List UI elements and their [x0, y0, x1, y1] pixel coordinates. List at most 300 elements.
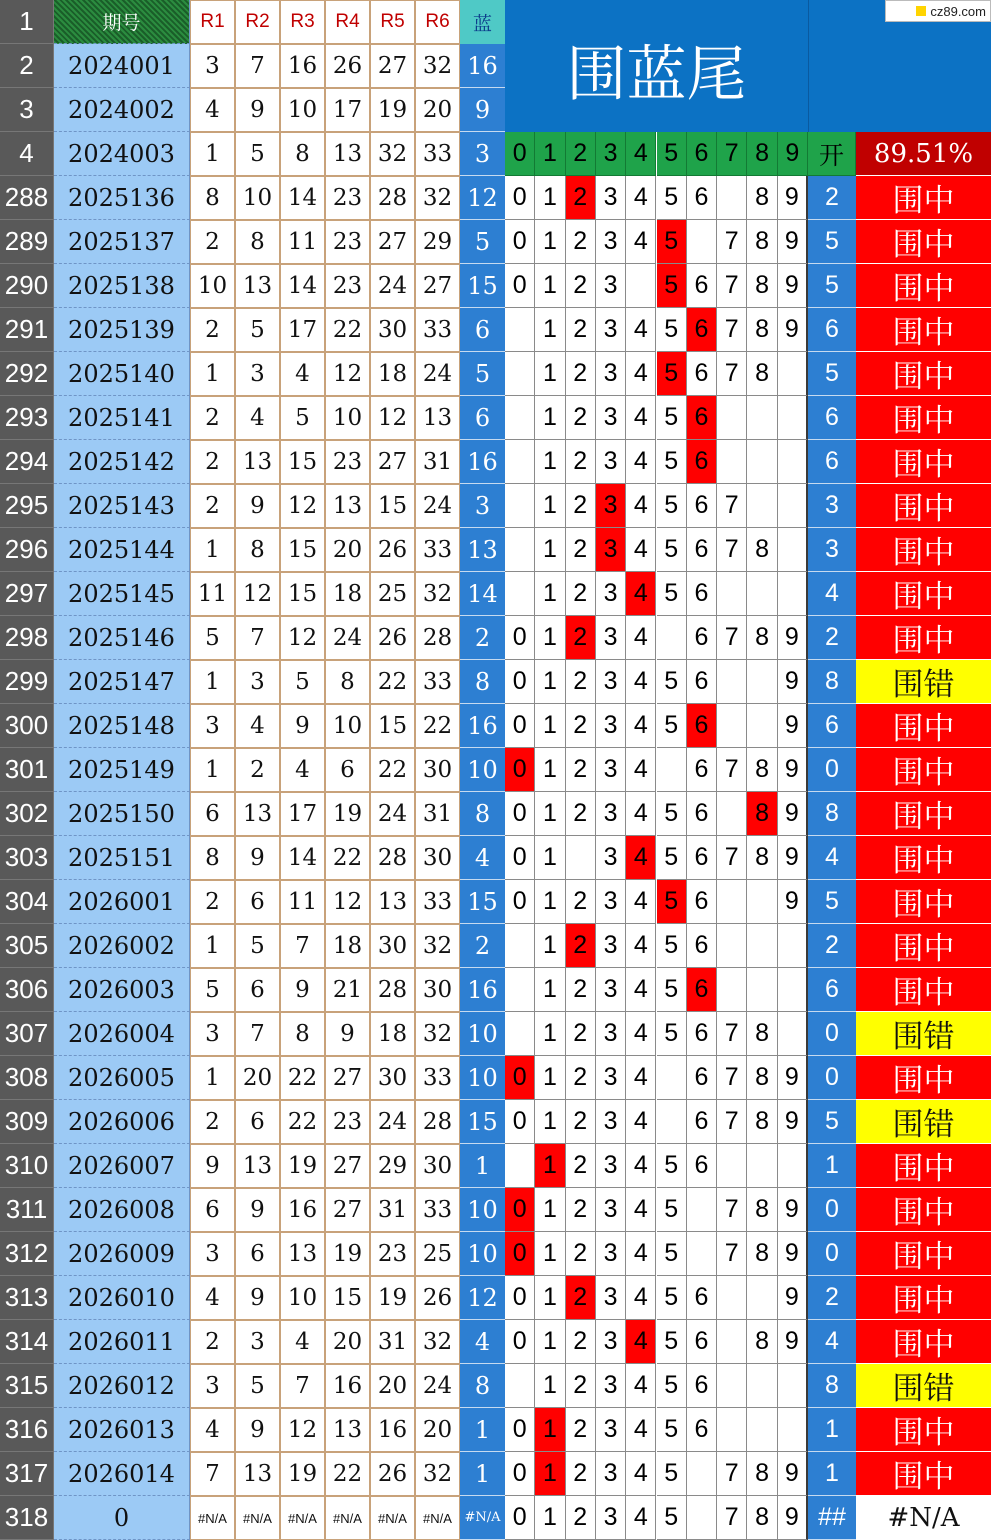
- result-cell[interactable]: 围中: [856, 792, 991, 836]
- digit-cell[interactable]: 7: [717, 308, 747, 352]
- result-cell[interactable]: 围中: [856, 264, 991, 308]
- red-ball-cell[interactable]: 28: [370, 968, 415, 1012]
- red-ball-cell[interactable]: 26: [370, 1452, 415, 1496]
- digit-cell[interactable]: 7: [717, 1188, 747, 1232]
- digit-cell[interactable]: 1: [535, 572, 565, 616]
- red-ball-cell[interactable]: 3: [190, 704, 235, 748]
- digit-cell[interactable]: 5: [657, 1188, 687, 1232]
- red-ball-cell[interactable]: 9: [280, 968, 325, 1012]
- period-cell[interactable]: 2026006: [54, 1100, 190, 1144]
- digit-cell[interactable]: [687, 1232, 717, 1276]
- kai-cell[interactable]: 5: [808, 352, 856, 396]
- digit-cell[interactable]: [747, 704, 777, 748]
- period-cell[interactable]: 2026014: [54, 1452, 190, 1496]
- red-ball-cell[interactable]: 3: [235, 1320, 280, 1364]
- digit-cell[interactable]: 3: [596, 1452, 626, 1496]
- result-cell[interactable]: 围中: [856, 352, 991, 396]
- digit-cell[interactable]: [687, 220, 717, 264]
- red-ball-cell[interactable]: 6: [190, 1188, 235, 1232]
- blue-ball-cell[interactable]: 12: [460, 176, 505, 220]
- digit-cell[interactable]: 2: [566, 1144, 596, 1188]
- digit-cell[interactable]: 2: [566, 1056, 596, 1100]
- digit-cell[interactable]: 1: [535, 308, 565, 352]
- digit-cell[interactable]: 8: [747, 1188, 777, 1232]
- blue-ball-cell[interactable]: 16: [460, 44, 505, 88]
- digit-cell[interactable]: 2: [566, 220, 596, 264]
- red-ball-cell[interactable]: 22: [325, 1452, 370, 1496]
- red-ball-cell[interactable]: 8: [235, 528, 280, 572]
- period-cell[interactable]: 2024003: [54, 132, 190, 176]
- red-ball-cell[interactable]: 29: [370, 1144, 415, 1188]
- digit-cell[interactable]: 1: [535, 660, 565, 704]
- period-cell[interactable]: 2025144: [54, 528, 190, 572]
- blue-header[interactable]: 蓝: [460, 0, 505, 44]
- digit-cell[interactable]: 2: [566, 704, 596, 748]
- digit-cell[interactable]: 3: [596, 616, 626, 660]
- digit-cell[interactable]: [626, 264, 656, 308]
- digit-cell[interactable]: 6: [687, 176, 717, 220]
- digit-cell[interactable]: 1: [535, 1188, 565, 1232]
- digit-cell[interactable]: 3: [596, 528, 626, 572]
- digit-cell[interactable]: 4: [626, 1452, 656, 1496]
- period-cell[interactable]: 2026012: [54, 1364, 190, 1408]
- red-ball-cell[interactable]: 20: [415, 88, 460, 132]
- red-ball-cell[interactable]: 33: [415, 1056, 460, 1100]
- result-cell[interactable]: 围错: [856, 660, 991, 704]
- kai-cell[interactable]: 6: [808, 968, 856, 1012]
- row-header[interactable]: 305: [0, 924, 54, 968]
- period-cell[interactable]: 2024001: [54, 44, 190, 88]
- red-ball-header-3[interactable]: R3: [280, 0, 325, 44]
- red-ball-cell[interactable]: 17: [325, 88, 370, 132]
- red-ball-cell[interactable]: 28: [370, 176, 415, 220]
- digit-cell[interactable]: 0: [505, 704, 535, 748]
- digit-cell[interactable]: [717, 1320, 747, 1364]
- result-cell[interactable]: 围中: [856, 836, 991, 880]
- red-ball-cell[interactable]: 12: [325, 880, 370, 924]
- digit-cell[interactable]: [778, 1144, 808, 1188]
- blue-ball-cell[interactable]: 16: [460, 440, 505, 484]
- red-ball-cell[interactable]: 12: [325, 352, 370, 396]
- red-ball-cell[interactable]: 20: [325, 528, 370, 572]
- row-header[interactable]: 2: [0, 44, 54, 88]
- red-ball-cell[interactable]: 22: [325, 308, 370, 352]
- digit-cell[interactable]: 0: [505, 748, 535, 792]
- red-ball-cell[interactable]: 16: [280, 44, 325, 88]
- kai-cell[interactable]: 8: [808, 792, 856, 836]
- result-cell[interactable]: 围中: [856, 1276, 991, 1320]
- digit-cell[interactable]: 3: [596, 572, 626, 616]
- period-cell[interactable]: 2026009: [54, 1232, 190, 1276]
- red-ball-cell[interactable]: 30: [415, 748, 460, 792]
- red-ball-cell[interactable]: 2: [190, 440, 235, 484]
- digit-cell[interactable]: 1: [535, 704, 565, 748]
- digit-cell[interactable]: 5: [657, 352, 687, 396]
- red-ball-cell[interactable]: 7: [190, 1452, 235, 1496]
- row-header[interactable]: 307: [0, 1012, 54, 1056]
- digit-cell[interactable]: 9: [778, 1100, 808, 1144]
- digit-cell[interactable]: [505, 440, 535, 484]
- digit-cell[interactable]: [505, 1012, 535, 1056]
- row-header[interactable]: 317: [0, 1452, 54, 1496]
- digit-cell[interactable]: 1: [535, 836, 565, 880]
- red-ball-cell[interactable]: 19: [280, 1452, 325, 1496]
- red-ball-cell[interactable]: 27: [370, 220, 415, 264]
- digit-cell[interactable]: 7: [717, 1012, 747, 1056]
- digit-header-9[interactable]: 9: [778, 132, 808, 176]
- digit-cell[interactable]: 1: [535, 1408, 565, 1452]
- digit-cell[interactable]: 1: [535, 1276, 565, 1320]
- red-ball-cell[interactable]: #N/A: [190, 1496, 235, 1540]
- red-ball-cell[interactable]: 31: [415, 440, 460, 484]
- red-ball-cell[interactable]: 24: [415, 484, 460, 528]
- digit-cell[interactable]: 6: [687, 616, 717, 660]
- digit-cell[interactable]: 6: [687, 836, 717, 880]
- digit-cell[interactable]: 4: [626, 1056, 656, 1100]
- red-ball-cell[interactable]: 11: [280, 880, 325, 924]
- digit-cell[interactable]: 5: [657, 440, 687, 484]
- red-ball-cell[interactable]: 1: [190, 748, 235, 792]
- digit-cell[interactable]: 8: [747, 220, 777, 264]
- red-ball-cell[interactable]: 13: [235, 440, 280, 484]
- digit-cell[interactable]: 5: [657, 968, 687, 1012]
- digit-cell[interactable]: 5: [657, 396, 687, 440]
- digit-header-0[interactable]: 0: [505, 132, 535, 176]
- digit-cell[interactable]: 8: [747, 792, 777, 836]
- digit-cell[interactable]: 6: [687, 1408, 717, 1452]
- digit-cell[interactable]: 4: [626, 792, 656, 836]
- digit-cell[interactable]: 6: [687, 1100, 717, 1144]
- digit-cell[interactable]: 9: [778, 880, 808, 924]
- digit-cell[interactable]: 4: [626, 1320, 656, 1364]
- digit-cell[interactable]: 2: [566, 748, 596, 792]
- red-ball-cell[interactable]: 11: [190, 572, 235, 616]
- result-cell[interactable]: 围错: [856, 1012, 991, 1056]
- red-ball-header-5[interactable]: R5: [370, 0, 415, 44]
- result-cell[interactable]: #N/A: [856, 1496, 991, 1540]
- digit-cell[interactable]: 1: [535, 1232, 565, 1276]
- digit-cell[interactable]: 4: [626, 176, 656, 220]
- result-cell[interactable]: 围中: [856, 1188, 991, 1232]
- digit-cell[interactable]: 2: [566, 308, 596, 352]
- digit-cell[interactable]: 2: [566, 396, 596, 440]
- red-ball-cell[interactable]: 8: [280, 1012, 325, 1056]
- red-ball-cell[interactable]: 13: [235, 1144, 280, 1188]
- row-header[interactable]: 311: [0, 1188, 54, 1232]
- red-ball-cell[interactable]: 31: [370, 1188, 415, 1232]
- red-ball-cell[interactable]: 24: [370, 264, 415, 308]
- digit-cell[interactable]: 5: [657, 308, 687, 352]
- digit-cell[interactable]: 5: [657, 1320, 687, 1364]
- red-ball-cell[interactable]: 30: [370, 308, 415, 352]
- row-header[interactable]: 4: [0, 132, 54, 176]
- kai-cell[interactable]: 0: [808, 1232, 856, 1276]
- red-ball-cell[interactable]: 2: [190, 1320, 235, 1364]
- digit-cell[interactable]: [778, 1012, 808, 1056]
- red-ball-cell[interactable]: 13: [235, 792, 280, 836]
- red-ball-cell[interactable]: #N/A: [280, 1496, 325, 1540]
- kai-cell[interactable]: 8: [808, 1364, 856, 1408]
- digit-cell[interactable]: 8: [747, 352, 777, 396]
- red-ball-cell[interactable]: #N/A: [235, 1496, 280, 1540]
- digit-header-5[interactable]: 5: [657, 132, 687, 176]
- digit-cell[interactable]: [747, 484, 777, 528]
- period-cell[interactable]: 2024002: [54, 88, 190, 132]
- digit-cell[interactable]: 7: [717, 352, 747, 396]
- red-ball-cell[interactable]: 1: [190, 132, 235, 176]
- digit-cell[interactable]: 4: [626, 572, 656, 616]
- row-header[interactable]: 291: [0, 308, 54, 352]
- red-ball-cell[interactable]: 32: [415, 176, 460, 220]
- digit-cell[interactable]: 9: [778, 1496, 808, 1540]
- digit-cell[interactable]: 4: [626, 1144, 656, 1188]
- kai-cell[interactable]: 6: [808, 704, 856, 748]
- digit-cell[interactable]: 2: [566, 1408, 596, 1452]
- digit-cell[interactable]: 0: [505, 176, 535, 220]
- digit-cell[interactable]: 8: [747, 616, 777, 660]
- digit-cell[interactable]: 4: [626, 528, 656, 572]
- digit-cell[interactable]: 5: [657, 528, 687, 572]
- row-header[interactable]: 296: [0, 528, 54, 572]
- red-ball-cell[interactable]: 21: [325, 968, 370, 1012]
- digit-cell[interactable]: 6: [687, 1056, 717, 1100]
- red-ball-cell[interactable]: 5: [190, 968, 235, 1012]
- digit-cell[interactable]: 8: [747, 264, 777, 308]
- red-ball-cell[interactable]: 30: [370, 924, 415, 968]
- red-ball-cell[interactable]: 27: [415, 264, 460, 308]
- digit-cell[interactable]: 1: [535, 352, 565, 396]
- red-ball-cell[interactable]: 2: [235, 748, 280, 792]
- result-cell[interactable]: 围中: [856, 924, 991, 968]
- digit-cell[interactable]: 4: [626, 1100, 656, 1144]
- red-ball-cell[interactable]: 7: [235, 44, 280, 88]
- red-ball-cell[interactable]: 18: [370, 1012, 415, 1056]
- digit-cell[interactable]: 9: [778, 1232, 808, 1276]
- red-ball-cell[interactable]: 7: [280, 924, 325, 968]
- red-ball-cell[interactable]: 22: [370, 660, 415, 704]
- digit-cell[interactable]: [657, 748, 687, 792]
- kai-cell[interactable]: 2: [808, 924, 856, 968]
- digit-cell[interactable]: 5: [657, 1408, 687, 1452]
- digit-cell[interactable]: 6: [687, 308, 717, 352]
- digit-cell[interactable]: 2: [566, 176, 596, 220]
- digit-cell[interactable]: 3: [596, 880, 626, 924]
- period-cell[interactable]: 2025141: [54, 396, 190, 440]
- period-cell[interactable]: 2026013: [54, 1408, 190, 1452]
- digit-cell[interactable]: 4: [626, 396, 656, 440]
- digit-cell[interactable]: 2: [566, 1100, 596, 1144]
- red-ball-cell[interactable]: 3: [190, 1364, 235, 1408]
- digit-cell[interactable]: [747, 880, 777, 924]
- blue-ball-cell[interactable]: 1: [460, 1408, 505, 1452]
- digit-cell[interactable]: 0: [505, 1056, 535, 1100]
- digit-cell[interactable]: 7: [717, 484, 747, 528]
- kai-cell[interactable]: 5: [808, 1100, 856, 1144]
- red-ball-cell[interactable]: 18: [325, 572, 370, 616]
- digit-header-3[interactable]: 3: [596, 132, 626, 176]
- red-ball-cell[interactable]: 33: [415, 132, 460, 176]
- digit-cell[interactable]: 1: [535, 1320, 565, 1364]
- digit-cell[interactable]: 4: [626, 924, 656, 968]
- row-header[interactable]: 315: [0, 1364, 54, 1408]
- red-ball-cell[interactable]: 4: [235, 704, 280, 748]
- digit-cell[interactable]: 6: [687, 880, 717, 924]
- red-ball-cell[interactable]: 6: [235, 880, 280, 924]
- row-header[interactable]: 306: [0, 968, 54, 1012]
- digit-cell[interactable]: 5: [657, 1144, 687, 1188]
- digit-cell[interactable]: [778, 968, 808, 1012]
- row-header[interactable]: 293: [0, 396, 54, 440]
- digit-cell[interactable]: 3: [596, 704, 626, 748]
- red-ball-cell[interactable]: 24: [415, 1364, 460, 1408]
- digit-cell[interactable]: 3: [596, 1188, 626, 1232]
- red-ball-cell[interactable]: 7: [235, 1012, 280, 1056]
- digit-cell[interactable]: 3: [596, 1408, 626, 1452]
- period-cell[interactable]: 2026007: [54, 1144, 190, 1188]
- digit-cell[interactable]: [687, 1452, 717, 1496]
- period-cell[interactable]: 2025151: [54, 836, 190, 880]
- digit-cell[interactable]: 9: [778, 704, 808, 748]
- red-ball-cell[interactable]: 33: [415, 1188, 460, 1232]
- blue-ball-cell[interactable]: 15: [460, 1100, 505, 1144]
- red-ball-cell[interactable]: #N/A: [325, 1496, 370, 1540]
- blue-ball-cell[interactable]: 6: [460, 396, 505, 440]
- digit-cell[interactable]: 3: [596, 396, 626, 440]
- digit-cell[interactable]: 1: [535, 396, 565, 440]
- red-ball-cell[interactable]: 16: [370, 1408, 415, 1452]
- result-cell[interactable]: 围中: [856, 572, 991, 616]
- digit-cell[interactable]: 5: [657, 572, 687, 616]
- digit-cell[interactable]: 5: [657, 1452, 687, 1496]
- red-ball-cell[interactable]: 22: [415, 704, 460, 748]
- digit-cell[interactable]: [717, 792, 747, 836]
- digit-cell[interactable]: 1: [535, 528, 565, 572]
- red-ball-cell[interactable]: 13: [325, 484, 370, 528]
- red-ball-cell[interactable]: 8: [280, 132, 325, 176]
- digit-cell[interactable]: 3: [596, 308, 626, 352]
- digit-cell[interactable]: 6: [687, 528, 717, 572]
- red-ball-cell[interactable]: 10: [190, 264, 235, 308]
- digit-cell[interactable]: 8: [747, 1056, 777, 1100]
- red-ball-cell[interactable]: 22: [280, 1056, 325, 1100]
- red-ball-header-1[interactable]: R1: [190, 0, 235, 44]
- digit-cell[interactable]: 7: [717, 1232, 747, 1276]
- result-cell[interactable]: 围中: [856, 1452, 991, 1496]
- blue-ball-cell[interactable]: 16: [460, 968, 505, 1012]
- digit-cell[interactable]: [505, 352, 535, 396]
- digit-cell[interactable]: 2: [566, 1364, 596, 1408]
- digit-cell[interactable]: 1: [535, 1012, 565, 1056]
- blue-ball-cell[interactable]: #N/A: [460, 1496, 505, 1540]
- digit-cell[interactable]: 8: [747, 1452, 777, 1496]
- red-ball-cell[interactable]: 3: [190, 1012, 235, 1056]
- red-ball-cell[interactable]: 27: [325, 1144, 370, 1188]
- red-ball-cell[interactable]: 23: [325, 220, 370, 264]
- digit-cell[interactable]: 8: [747, 308, 777, 352]
- digit-cell[interactable]: 1: [535, 1056, 565, 1100]
- digit-cell[interactable]: 5: [657, 836, 687, 880]
- row-header[interactable]: 316: [0, 1408, 54, 1452]
- digit-cell[interactable]: 2: [566, 616, 596, 660]
- period-cell[interactable]: 2025139: [54, 308, 190, 352]
- digit-cell[interactable]: 2: [566, 1012, 596, 1056]
- red-ball-cell[interactable]: 33: [415, 308, 460, 352]
- red-ball-cell[interactable]: 7: [235, 616, 280, 660]
- row-header[interactable]: 310: [0, 1144, 54, 1188]
- digit-cell[interactable]: 8: [747, 1320, 777, 1364]
- digit-cell[interactable]: 3: [596, 1276, 626, 1320]
- digit-cell[interactable]: 0: [505, 1408, 535, 1452]
- red-ball-cell[interactable]: 14: [280, 176, 325, 220]
- kai-cell[interactable]: 2: [808, 616, 856, 660]
- red-ball-cell[interactable]: 5: [235, 924, 280, 968]
- kai-cell[interactable]: 2: [808, 1276, 856, 1320]
- digit-cell[interactable]: 3: [596, 1012, 626, 1056]
- digit-cell[interactable]: 1: [535, 176, 565, 220]
- digit-cell[interactable]: 6: [687, 748, 717, 792]
- digit-cell[interactable]: 4: [626, 352, 656, 396]
- digit-cell[interactable]: 4: [626, 748, 656, 792]
- digit-header-4[interactable]: 4: [626, 132, 656, 176]
- red-ball-header-4[interactable]: R4: [325, 0, 370, 44]
- digit-cell[interactable]: 2: [566, 264, 596, 308]
- red-ball-cell[interactable]: 31: [415, 792, 460, 836]
- red-ball-cell[interactable]: 9: [235, 1276, 280, 1320]
- kai-cell[interactable]: 4: [808, 572, 856, 616]
- period-cell[interactable]: 2025140: [54, 352, 190, 396]
- digit-cell[interactable]: 4: [626, 880, 656, 924]
- row-header[interactable]: 312: [0, 1232, 54, 1276]
- red-ball-cell[interactable]: 23: [325, 1100, 370, 1144]
- row-header[interactable]: 297: [0, 572, 54, 616]
- red-ball-cell[interactable]: 27: [325, 1188, 370, 1232]
- period-cell[interactable]: 2025148: [54, 704, 190, 748]
- result-cell[interactable]: 围中: [856, 528, 991, 572]
- result-cell[interactable]: 围错: [856, 1100, 991, 1144]
- red-ball-cell[interactable]: 26: [370, 528, 415, 572]
- digit-cell[interactable]: 6: [687, 352, 717, 396]
- red-ball-cell[interactable]: 24: [415, 352, 460, 396]
- kai-cell[interactable]: 2: [808, 176, 856, 220]
- digit-cell[interactable]: 3: [596, 220, 626, 264]
- digit-header-1[interactable]: 1: [535, 132, 565, 176]
- red-ball-cell[interactable]: 32: [415, 1320, 460, 1364]
- digit-cell[interactable]: 3: [596, 1100, 626, 1144]
- digit-cell[interactable]: [717, 1144, 747, 1188]
- digit-cell[interactable]: [747, 1276, 777, 1320]
- digit-cell[interactable]: 4: [626, 704, 656, 748]
- kai-header[interactable]: 开: [808, 132, 856, 176]
- red-ball-cell[interactable]: 30: [415, 968, 460, 1012]
- result-cell[interactable]: 围中: [856, 968, 991, 1012]
- red-ball-cell[interactable]: 8: [325, 660, 370, 704]
- red-ball-cell[interactable]: 13: [325, 132, 370, 176]
- digit-cell[interactable]: 3: [596, 1144, 626, 1188]
- result-cell[interactable]: 围中: [856, 484, 991, 528]
- blue-ball-cell[interactable]: 3: [460, 132, 505, 176]
- red-ball-cell[interactable]: 4: [190, 1276, 235, 1320]
- period-cell[interactable]: 2025138: [54, 264, 190, 308]
- row-header[interactable]: 304: [0, 880, 54, 924]
- digit-cell[interactable]: [717, 1276, 747, 1320]
- red-ball-cell[interactable]: 3: [190, 44, 235, 88]
- digit-cell[interactable]: [778, 572, 808, 616]
- red-ball-cell[interactable]: 9: [190, 1144, 235, 1188]
- red-ball-cell[interactable]: 20: [325, 1320, 370, 1364]
- digit-cell[interactable]: 5: [657, 1496, 687, 1540]
- row-header[interactable]: 313: [0, 1276, 54, 1320]
- period-cell[interactable]: 2025149: [54, 748, 190, 792]
